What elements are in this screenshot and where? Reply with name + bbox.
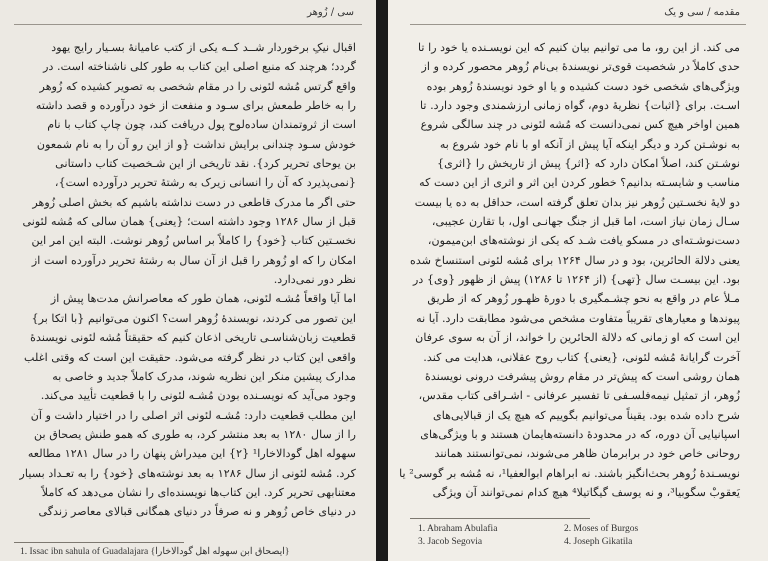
right-paragraph (399, 38, 740, 502)
left-page (0, 0, 376, 561)
right-running-head: مقدمه / سی و یک (664, 7, 740, 18)
right-header-rule (410, 24, 746, 25)
text-line: امکان را که او زُوهر را قبل از آن سال به رشتهٔ تحریر درآورده است از (31, 253, 356, 267)
text-line: کرد. مُشه لئونی از سال ۱۲۸۶ به بعد نوشته‌های {خود} را به تعـداد بسیار (19, 466, 356, 480)
text-line: این تصور می کردند، نویسندهٔ زُوهر است؟ اکنون می‌توانیم {با اتکا بر} (31, 311, 356, 325)
text-line: نخسـتین کتاب {خود} را کاملاً بر اساس زُوهر نوشت. البته این امر این (31, 234, 356, 248)
text-line: این است که او زمانی که دلالة الحائرین را خواند، از آن به سوی عرفان (415, 331, 740, 345)
text-line: بود. این بیسـت سال {تهی} (از ۱۲۶۴ تا ۱۲۸۶) پیش از ظهور {وی} در (412, 273, 740, 287)
text-line: دو لایهٔ نخسـتین زُوهر نیز بدان تعلق گرفته است، حداقل به ده یا بیست (414, 195, 740, 209)
text-line: سهوله اهل گودالاخارا¹ {۲} این میدراش پنهان را در سال ۱۲۸۱ مطالعه (27, 447, 356, 461)
footnote-4: 4. Joseph Gikatila (564, 537, 633, 547)
text-line: {نمی‌پذیرد که آن را انسانی زیرک به رشتهٔ تحریر درآورده است}، (54, 176, 356, 190)
text-line: در دنیای خاص زُوهر و نه صرفاً در دنیای همگانی قبالای معاصر زندگی (38, 505, 356, 519)
text-line: قبل از سال ۱۲۸۶ وجود داشته است؛ {یعنی} همان سالی که مُشه لئونی (22, 215, 356, 229)
text-line: اسپانیایی آن دوره، که در محدودهٔ دانسته‌هایمان هستند و با ویژگی‌های (420, 427, 740, 441)
text-line: وجود می‌آید که نویسـنده بودن مُشـه لئونی را با قطعیت تأیید می‌کند. (40, 389, 356, 403)
text-line: معتنابهی تحریر کرد. این کتاب‌ها نویسنده‌ای را نشان می‌دهد که کاملاً (41, 485, 356, 499)
text-line: مـلأ عام در واقع به نحو چشـمگیری با دورهٔ ظهـور زُوهر که از طریق (427, 292, 740, 306)
text-line: زُوهر، از تمثیل نیمه‌فلسـفی تا تفسیر عرفانی - اشـراقی کتاب مقدس، (418, 389, 740, 403)
left-header-rule (14, 24, 362, 25)
text-line: می کند. از این رو، ما می توانیم بیان کنیم که این نویسـنده یا خود را تا (418, 41, 740, 54)
text-line: ویژگی‌های شخصی خود دست کشیده و یا او خود نویسندهٔ زُوهر بوده (426, 79, 740, 93)
text-line: نوشـتن کند، اصلاً امکان دارد که {اثر} پیش از تاریخش را {اثری} (436, 157, 740, 171)
text-line: نویسـندهٔ زُوهر بحث‌انگیز باشند. نه ابراهام ابوالعفیا¹، نه مُشه بر گوسی² یا (399, 466, 740, 480)
left-paragraph-1 (16, 38, 356, 289)
text-line: یَعقوبْ سگوبیا³، و نه یوسف گیگاتیلا⁴ هیچ کدام نمی‌توانند آن ویژگی (432, 485, 740, 499)
text-line: آخرت گرایانهٔ مُشه لئونی، {یعنی} کتاب روح عقلانی، هدایت می کند. (423, 350, 740, 364)
left-body-text (16, 38, 356, 522)
left-footnote: 1. Issac ibn sahula of Guadalajara {ایصحاق ابن سهوله اهل گودالاخارا} (20, 547, 290, 557)
text-line: مدارک پیشین منکر این نظریه شوند، مدرک کاملاً جدید و خاصی به (52, 369, 356, 383)
text-line: گردد؛ هرچند که منبع اصلی این کتاب به طور کلی ناشناخته است. در (43, 60, 356, 74)
text-line: همان روشی است که پیش‌تر در مقام روش پیشرفت درونی نویسندهٔ (424, 369, 740, 383)
text-line: همین اواخر هیچ کس نمی‌دانست که مُشه لئونی در چند سالگی شروع (420, 118, 740, 132)
text-line: دست‌نوشـته‌ای در مسکو یافت شـد که یکی از نوشته‌های ابن‌میمون، (427, 234, 740, 248)
right-footnote-rule (410, 518, 590, 519)
text-line: سـال زمان نیاز است، اما قبل از جنگ جهانـی اول، با تقارن عجیبی، (431, 215, 740, 229)
text-line: را به خاطر طمعش برای سـود و منفعت از خود درآورده و قصد داشته (35, 99, 356, 113)
footnote-1: 1. Abraham Abulafia (418, 524, 498, 534)
footnote-2: 2. Moses of Burgos (564, 524, 639, 534)
text-line: بن یوحای تحریر کرد}. نقد تاریخی از این شـخصیت کتاب داستانی (55, 157, 356, 171)
text-line: شرح داده شده بود. یقیناً می‌توانیم بگوییم که هیچ یک از قبالایی‌های (432, 408, 740, 422)
text-line: پیوندها و معیارهای تقریباً متفاوت مشخص می‌شود مطابقت دارد. آیا نه (416, 311, 740, 325)
text-line: اقبال نیکِ برخوردار شــد کــه یکی از کتب عامیانهٔ بسـیار رایج یهود (51, 41, 356, 54)
text-line: نظر دور نمی‌دارد. (273, 273, 356, 287)
text-line: است از ثروتمندان ساده‌لوح پول دریافت کند، چون چاپ کتاب با نام (47, 118, 356, 132)
left-paragraph-2 (16, 289, 356, 521)
left-footnote-rule (14, 542, 184, 543)
text-line: یعنی دلالة الحائرین، بود و در سال ۱۲۶۴ برای مُشه لئونی استنساخ شده (409, 253, 740, 267)
text-line: اسـت. برای {اثبات} نظریهٔ دوم، گواه زمانی ارزشمندی وجود دارد. تا (420, 99, 740, 113)
left-running-head: سی / زُوهر (307, 7, 354, 18)
right-page (388, 0, 768, 561)
text-line: مناسب و شایسـته بدانیم؟ خطور کردن این اثر و اثری از این دست که (419, 176, 740, 190)
footnote-3: 3. Jacob Segovia (418, 537, 483, 547)
text-line: حتی اگر ما مدرک قاطعی در دست نداشته باشیم که بخش اصلی زُوهر (32, 195, 356, 209)
text-line: خودش سـود چندانی برایش نداشت {و از این رو آن را به نام شمعون (36, 137, 356, 151)
text-line: واقع گرتس مُشه لئونی را در مقام شخصی به تصویر کشیده که زُوهر (39, 79, 356, 93)
text-line: به نوشـتن کرد و دیگر اینکه آیا پیش از آنکه او با نام خود شروع به (439, 137, 740, 151)
right-body-text (399, 38, 740, 502)
text-line: اما آیا واقعاً مُشـه لئونی، همان طور که معاصرانش مدت‌ها پیش از (50, 292, 356, 306)
text-line: واقعی این کتاب در نظر گرفته می‌شود. حقیقت این است که وقتی اغلب (24, 350, 356, 364)
text-line: قطعیت زبان‌شناسـی تاریخی اذعان کنیم که حقیقتاً مُشه لئونی نویسندهٔ (30, 331, 356, 345)
right-footnotes (418, 524, 718, 547)
text-line: را از سال ۱۲۸۰ به بعد منتشر کرد، به طوری که همو طنش یصحاق بن (34, 427, 356, 441)
text-line: حدی کاملاً در شخصیت قوی‌تر نویسندهٔ بی‌نام زُوهر محصور کرده و از (421, 60, 740, 74)
text-line: این مطلب قطعیت دارد: مُشـه لئونی اثر اصلی را در اختیار داشت و آن (30, 408, 356, 422)
text-line: روحانی خاص خود در برابرمان ظاهر می‌شوند، نمی‌توانستند همانند (434, 447, 740, 461)
